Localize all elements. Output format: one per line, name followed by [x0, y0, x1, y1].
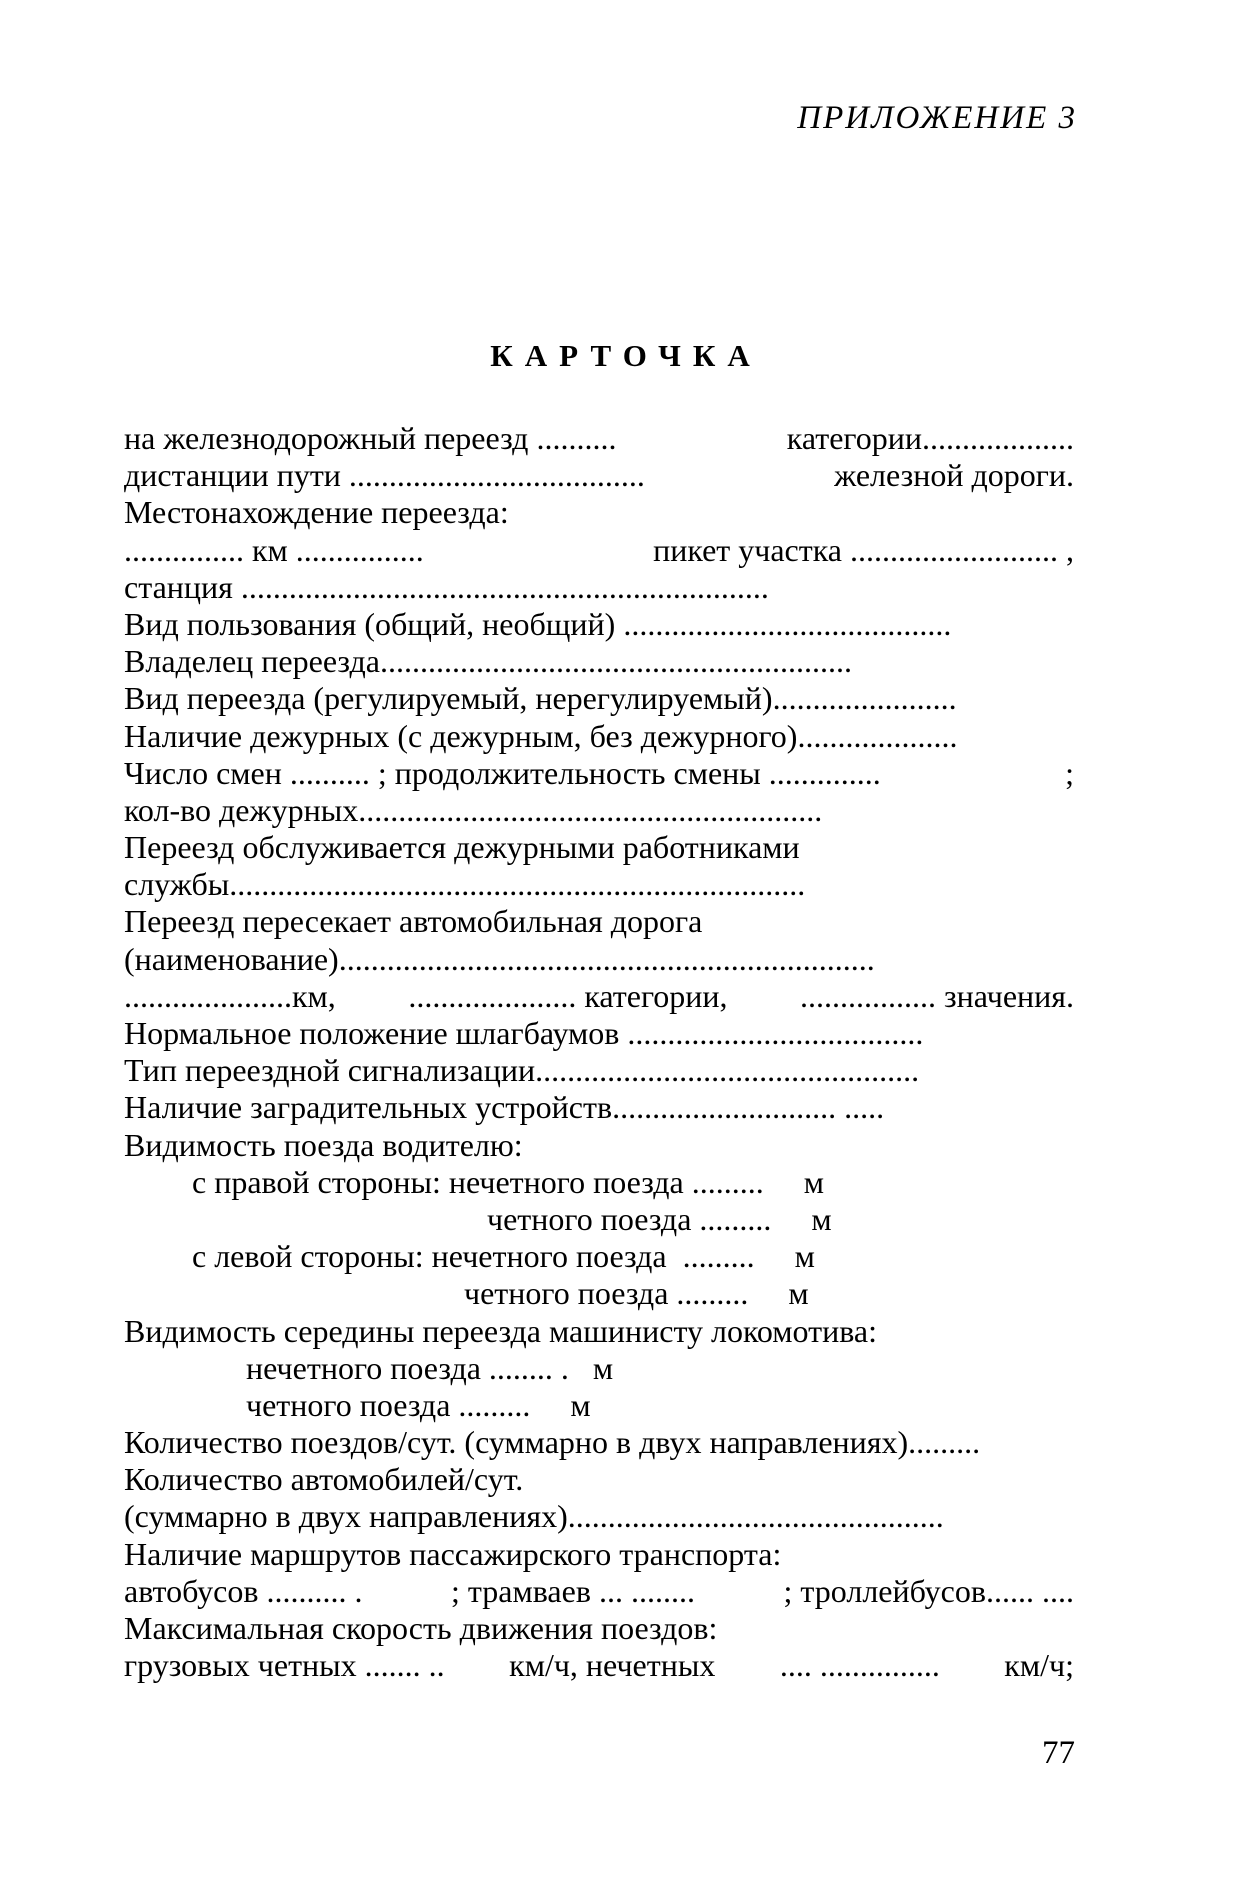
appendix-label: ПРИЛОЖЕНИЕ 3 [797, 100, 1077, 136]
form-line-driver-odd: нечетного поезда ........ . м [246, 1349, 614, 1386]
form-line-service: службы........................................................................ [124, 866, 806, 903]
crossing-field: на железнодорожный переезд .......... [124, 420, 617, 456]
bus-field: автобусов .......... . [124, 1572, 363, 1609]
form-line-road-heading: Переезд пересекает автомобильная дорога [124, 903, 703, 940]
form-line-attendants: Наличие дежурных (с дежурным, без дежурного).................... [124, 717, 958, 754]
form-line-road-name: (наименование)................................................................... [124, 940, 875, 977]
shifts-field: Число смен .......... ; продолжительность смены .............. [124, 754, 881, 791]
road-category-field: ..................... категории, [408, 977, 728, 1014]
tram-field: ; трамваев ... ........ [451, 1572, 695, 1609]
form-line-driver-even: четного поезда ......... м [246, 1386, 591, 1423]
form-line-road-details [124, 978, 1074, 1015]
form-line-track-distance [124, 457, 1074, 494]
form-line-service-heading: Переезд обслуживается дежурными работниками [124, 829, 800, 866]
freight-odd-field: .... ............... [779, 1647, 940, 1684]
card-form-body [124, 420, 1074, 1684]
form-line-crossing-type: Вид переезда (регулируемый, нерегулируемый)....................... [124, 680, 957, 717]
form-line-car-count: (суммарно в двух направлениях)............................................... [124, 1498, 944, 1535]
form-line-shifts [124, 755, 1074, 792]
form-line-signal-type: Тип переездной сигнализации................................................ [124, 1052, 920, 1089]
road-km-field: .....................км, [124, 977, 336, 1014]
page-number: 77 [1042, 1735, 1075, 1771]
form-line-station: станция .................................................................. [124, 568, 769, 605]
form-line-car-count-heading: Количество автомобилей/сут. [124, 1461, 524, 1498]
form-line-left-even: четного поезда ......... м [464, 1275, 809, 1312]
form-line-left-odd: с левой стороны: нечетного поезда ......... м [192, 1238, 815, 1275]
freight-even-field: грузовых четных ....... .. [124, 1647, 445, 1684]
form-line-location-heading: Местонахождение переезда: [124, 494, 509, 531]
form-line-right-even: четного поезда ......... м [487, 1200, 832, 1237]
railway-field: железной дороги. [834, 457, 1074, 494]
form-line-usage-type: Вид пользования (общий, необщий) ......................................... [124, 605, 952, 642]
track-distance-field: дистанции пути ..................................... [124, 457, 645, 494]
form-line-train-count: Количество поездов/сут. (суммарно в двух направлениях)......... [124, 1424, 981, 1461]
form-line-crossing-category [124, 420, 1074, 457]
freight-odd-label: км/ч, нечетных [509, 1647, 716, 1684]
form-line-right-odd: с правой стороны: нечетного поезда ......... м [192, 1163, 824, 1200]
form-line-max-speed-heading: Максимальная скорость движения поездов: [124, 1610, 718, 1646]
km-field: ............... км ................ [124, 531, 424, 568]
picket-field: пикет участка .......................... , [653, 531, 1074, 568]
form-line-attendant-count: кол-во дежурных.......................................................... [124, 791, 823, 828]
shifts-end-mark: ; [1065, 754, 1074, 791]
form-line-owner: Владелец переезда........................................................... [124, 643, 852, 680]
form-line-freight-speed [124, 1647, 1074, 1684]
road-significance-field: ................. значения. [800, 977, 1074, 1014]
page-title: КАРТОЧКА [490, 338, 762, 373]
form-line-transit-heading: Наличие маршрутов пассажирского транспорта: [124, 1535, 782, 1572]
freight-unit: км/ч; [1004, 1647, 1074, 1684]
form-line-km-picket [124, 532, 1074, 569]
category-field: категории................... [786, 420, 1074, 456]
form-line-driver-visibility-heading: Видимость середины переезда машинисту локомотива: [124, 1312, 877, 1349]
form-line-barrier-position: Нормальное положение шлагбаумов ..................................... [124, 1015, 924, 1051]
form-line-barrier-devices: Наличие заградительных устройств............................ ..... [124, 1089, 885, 1126]
trolleybus-field: ; троллейбусов...... .... [783, 1572, 1074, 1609]
form-line-visibility-heading: Видимость поезда водителю: [124, 1126, 523, 1163]
form-line-transit [124, 1573, 1074, 1610]
